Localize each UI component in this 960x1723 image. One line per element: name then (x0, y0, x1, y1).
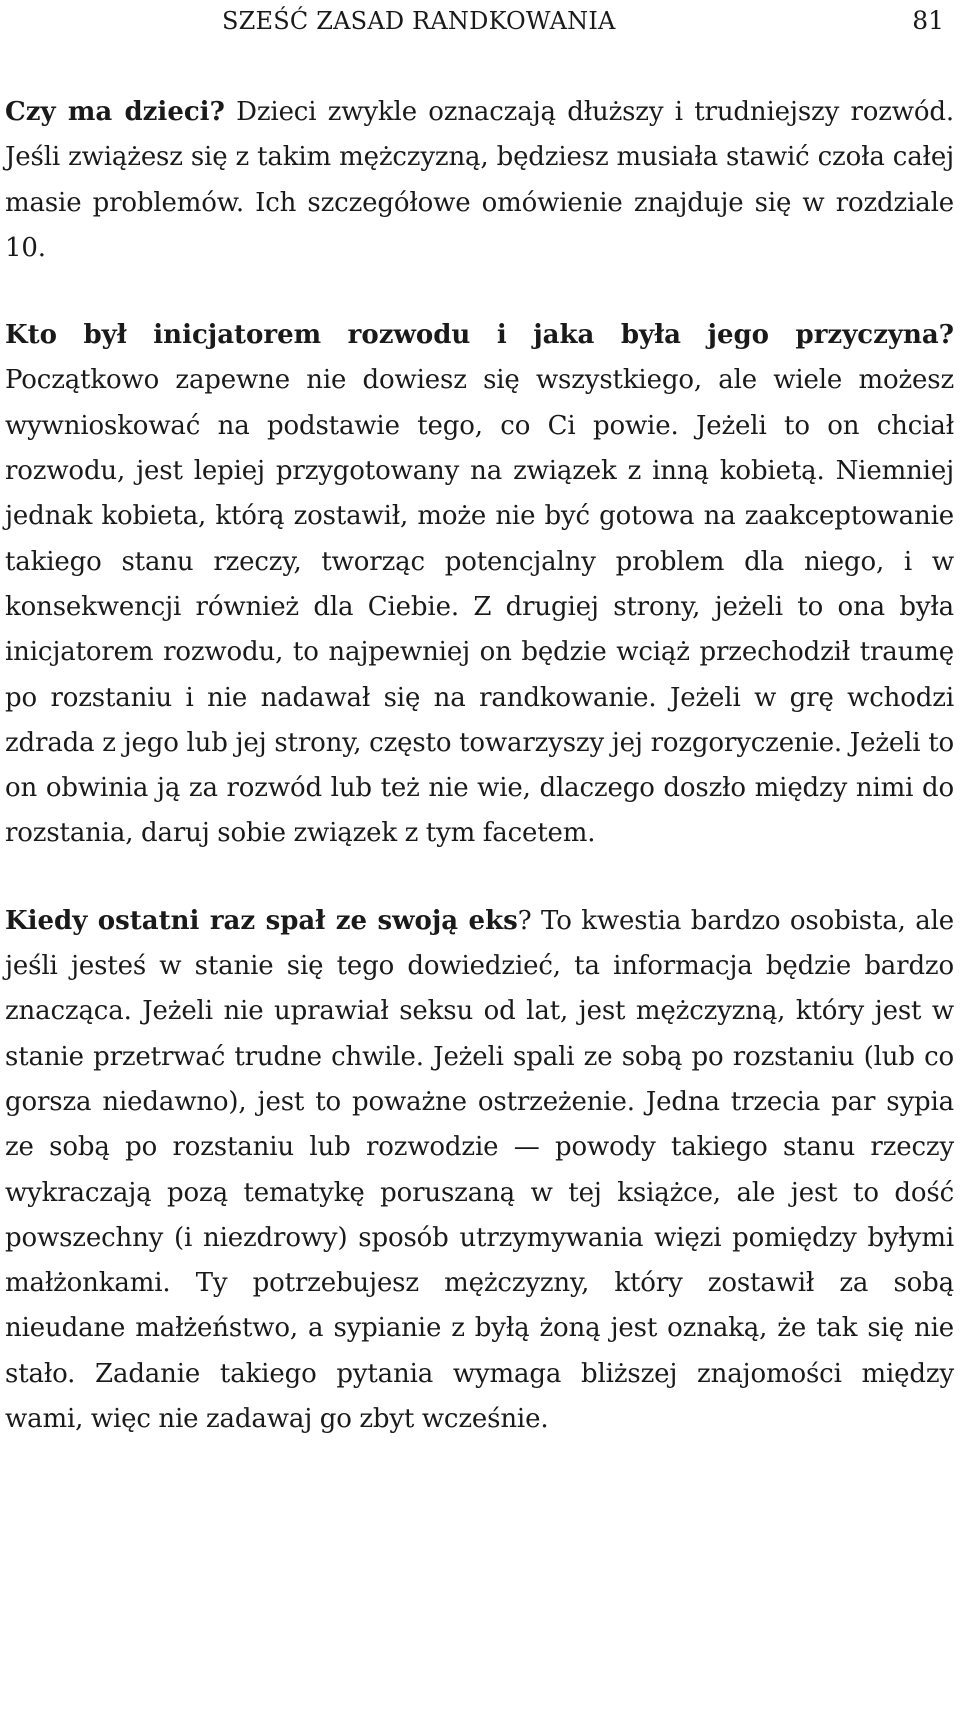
page-number: 81 (912, 6, 944, 35)
paragraph-lead-question: Kto był inicjatorem rozwodu i jaka była jego przyczyna? (5, 320, 954, 351)
paragraph-text: ? To kwestia bardzo osobista, ale jeśli jesteś w stanie się tego dowiedzieć, ta informacja będzie bardzo znacząca. Jeżeli nie uprawiał seksu od lat, jest mężczyzną, który jest w stanie przetrwać trudne chwile. Jeżeli spali ze sobą po rozstaniu (lub co gorsza niedawno), jest to poważne ostrzeżenie. Jedna trzecia par sypia ze sobą po rozstaniu lub rozwodzie — powody takiego stanu rzeczy wykraczają pozą tematykę poruszaną w tej książce, ale jest to dość powszechny (i niezdrowy) sposób utrzymywania więzi pomiędzy byłymi małżonkami. Ty potrzebujesz mężczyzny, który zostawił za sobą nieudane małżeństwo, a sypianie z byłą żoną jest oznaką, że tak się nie stało. Zadanie takiego pytania wymaga bliższej znajomości między wami, więc nie zadawaj go zbyt wcześnie. (5, 905, 954, 1435)
paragraph-divorce-initiator (5, 313, 954, 857)
paragraph-lead-question: Czy ma dzieci? (5, 97, 225, 127)
paragraph-text: Dzieci zwykle oznaczają dłuższy i trudniejszy rozwód. Jeśli zwiążesz się z takim mężczyzną, będziesz musiała stawić czoła całej masie problemów. Ich szczegółowe omówienie znajduje się w rozdziale 10. (5, 97, 954, 263)
paragraph-last-time-with-ex (5, 899, 954, 1443)
running-header (0, 0, 960, 42)
page-body (5, 90, 954, 1442)
running-title: SZEŚĆ ZASAD RANDKOWANIA (222, 7, 616, 35)
paragraph-children (5, 90, 954, 271)
paragraph-text: Początkowo zapewne nie dowiesz się wszystkiego, ale wiele możesz wywnioskować na podstawie tego, co Ci powie. Jeżeli to on chciał rozwodu, jest lepiej przygotowany na związek z inną kobietą. Niemniej jednak kobieta, którą zostawił, może nie być gotowa na zaakceptowanie takiego stanu rzeczy, tworząc potencjalny problem dla niego, i w konsekwencji również dla Ciebie. Z drugiej strony, jeżeli to ona była inicjatorem rozwodu, to najpewniej on będzie wciąż przechodził traumę po rozstaniu i nie nadawał się na randkowanie. Jeżeli w grę wchodzi zdrada z jego lub jej strony, często towarzyszy jej rozgoryczenie. Jeżeli to on obwinia ją za rozwód lub też nie wie, dlaczego doszło między nimi do rozstania, daruj sobie związek z tym facetem. (5, 365, 954, 849)
paragraph-lead-question: Kiedy ostatni raz spał ze swoją eks (5, 905, 518, 936)
